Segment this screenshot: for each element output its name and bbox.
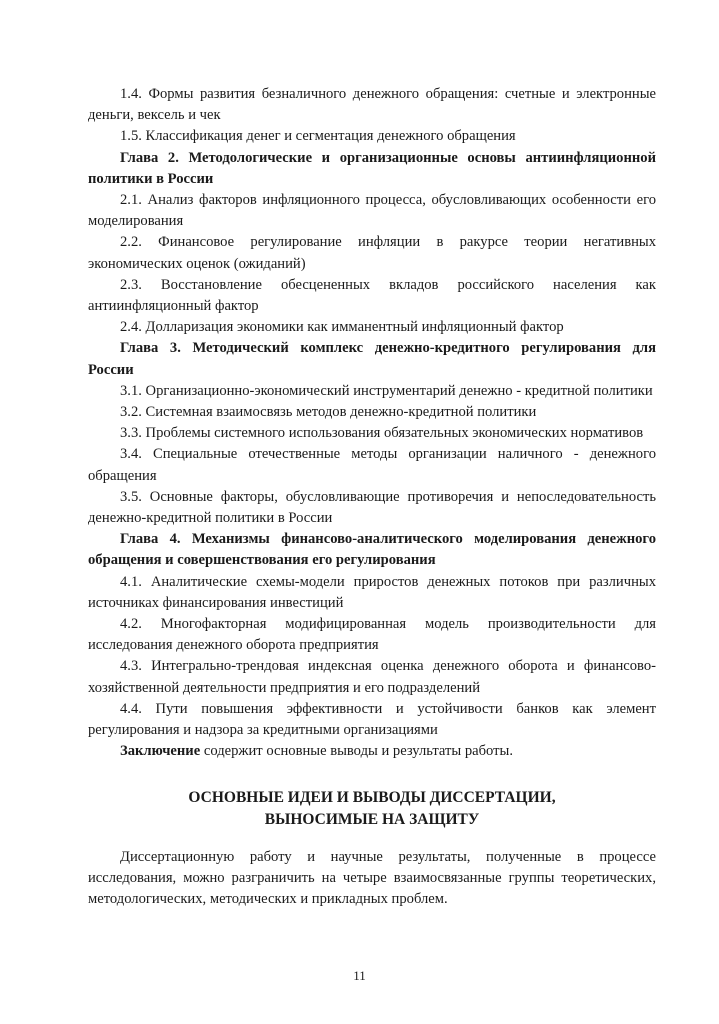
chapter-heading: Глава 3. Методический комплекс денежно-кредитного регулирования для России [88, 340, 656, 378]
chapter-heading: Глава 2. Методологические и организационные основы антиинфляционной политики в России [88, 149, 656, 187]
toc-item: 4.4. Пути повышения эффективности и устойчивости банков как элемент регулирования и надзора за кредитными организациями [88, 700, 656, 739]
toc-item: 4.1. Аналитические схемы-модели приростов денежных потоков при различных источниках финансирования инвестиций [88, 573, 656, 611]
toc-item: 4.3. Интегрально-трендовая индексная оценка денежного оборота и финансово-хозяйственной деятельности предприятия и его подразделений [88, 658, 656, 696]
toc-item: 3.5. Основные факторы, обусловливающие противоречия и непоследовательность денежно-кредитной политики в России [88, 488, 656, 527]
conclusion-text: содержит основные выводы и результаты работы. [200, 743, 513, 760]
conclusion-line [88, 741, 656, 762]
chapter-heading: Глава 4. Механизмы финансово-аналитического моделирования денежного обращения и совершенствования его регулирования [88, 531, 656, 569]
table-of-contents [88, 84, 656, 741]
toc-item: 1.5. Классификация денег и сегментация денежного обращения [120, 128, 516, 145]
toc-item: 2.2. Финансовое регулирование инфляции в ракурсе теории негативных экономических оценок (ожиданий) [88, 234, 656, 272]
section-heading-line-2: ВЫНОСИМЫЕ НА ЗАЩИТУ [264, 810, 480, 828]
toc-item: 3.2. Системная взаимосвязь методов денежно-кредитной политики [120, 404, 537, 421]
section-heading [88, 787, 656, 831]
toc-item: 3.4. Специальные отечественные методы организации наличного - денежного обращения [88, 446, 656, 484]
toc-item: 3.3. Проблемы системного использования обязательных экономических нормативов [120, 425, 644, 442]
toc-item: 1.4. Формы развития безналичного денежного обращения: счетные и электронные деньги, вексель и чек [88, 86, 656, 124]
toc-item: 2.1. Анализ факторов инфляционного процесса, обусловливающих особенности его моделирования [88, 192, 656, 230]
document-page [88, 84, 656, 910]
toc-item: 3.1. Организационно-экономический инструментарий денежно - кредитной политики [120, 382, 653, 399]
toc-item: 2.4. Долларизация экономики как имманентный инфляционный фактор [120, 319, 564, 336]
conclusion-label: Заключение [120, 743, 201, 760]
page-number: 11 [353, 968, 366, 983]
toc-item: 4.2. Многофакторная модифицированная модель производительности для исследования денежного оборота предприятия [88, 616, 656, 654]
toc-item: 2.3. Восстановление обесцененных вкладов российского населения как антиинфляционный фактор [88, 276, 656, 315]
section-heading-line-1: ОСНОВНЫЕ ИДЕИ И ВЫВОДЫ ДИССЕРТАЦИИ, [188, 788, 556, 806]
body-paragraph: Диссертационную работу и научные результаты, полученные в процессе исследования, можно разграничить на четыре взаимосвязанные группы теоретических, методологических, методических и прикладных проблем. [88, 848, 656, 907]
